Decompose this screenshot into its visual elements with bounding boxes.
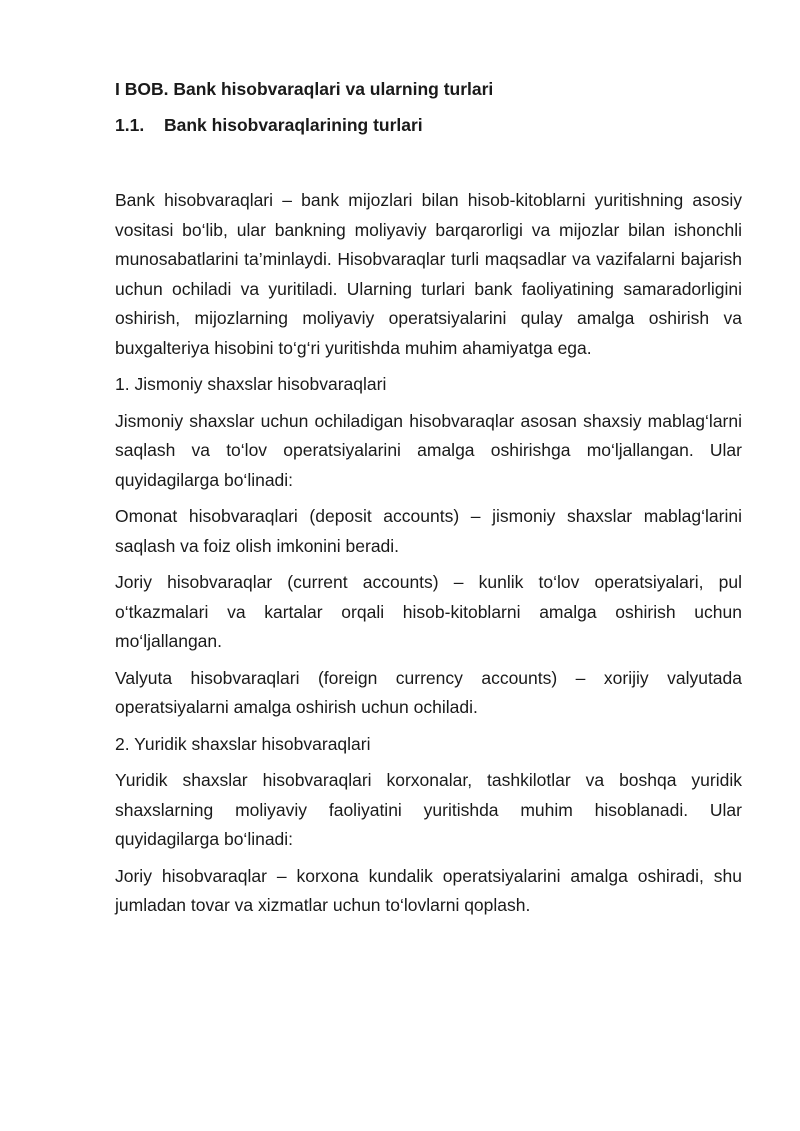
paragraph-legal-current-accounts: Joriy hisobvaraqlar – korxona kundalik operatsiyalarini amalga oshiradi, shu jumladan tovar va xizmatlar uchun to‘lovlarni qoplash. bbox=[115, 865, 742, 915]
paragraph-individual-accounts: Jismoniy shaxslar uchun ochiladigan hisobvaraqlar asosan shaxsiy mablag‘larni saqlash va to‘lov operatsiyalarini amalga oshirishga mo‘ljallangan. Ular quyidagilarga bo‘linadi: bbox=[115, 410, 742, 490]
section-title: Bank hisobvaraqlarining turlari bbox=[164, 115, 423, 135]
paragraph-current-accounts: Joriy hisobvaraqlar (current accounts) – kunlik to‘lov operatsiyalari, pul o‘tkazmalari va kartalar orqali hisob-kitoblarni amalga oshirish uchun mo‘ljallangan. bbox=[115, 572, 742, 651]
intro-paragraph: Bank hisobvaraqlari – bank mijozlari bilan hisob-kitoblarni yuritishning asosiy vositasi bo‘lib, ular bankning moliyaviy barqarorligi va mijozlar bilan ishonchli munosabatlarini ta’minlaydi. Hisobvaraqlar turli maqsadlar va vazifalarni bajarish uchun ochiladi va yuritiladi. Ularning turlari bank faoliyatining samaradorligini oshirish, mijozlarning moliyaviy operatsiyalarini qulay amalga oshirish va buxgalteriya hisobini to‘g‘ri yuritishda muhim ahamiyatga ega. bbox=[115, 190, 742, 358]
section-number: 1.1. bbox=[115, 115, 145, 135]
section-heading bbox=[115, 112, 742, 138]
subheading-legal-entity-accounts: 2. Yuridik shaxslar hisobvaraqlari bbox=[115, 733, 371, 754]
chapter-title: I BOB. Bank hisobvaraqlari va ularning turlari bbox=[115, 79, 494, 99]
paragraph-legal-entity-accounts: Yuridik shaxslar hisobvaraqlari korxonalar, tashkilotlar va boshqa yuridik shaxslarning moliyaviy faoliyatini yuritishda muhim hisoblanadi. Ular quyidagilarga bo‘linadi: bbox=[115, 770, 742, 849]
paragraph-currency-accounts: Valyuta hisobvaraqlari (foreign currency accounts) – xorijiy valyutada operatsiyalarni amalga oshirish uchun ochiladi. bbox=[115, 667, 742, 717]
document-body bbox=[115, 76, 742, 928]
subheading-individual-accounts: 1. Jismoniy shaxslar hisobvaraqlari bbox=[115, 374, 387, 394]
paragraph-deposit-accounts: Omonat hisobvaraqlari (deposit accounts) – jismoniy shaxslar mablag‘larini saqlash va foiz olish imkonini beradi. bbox=[115, 506, 742, 556]
